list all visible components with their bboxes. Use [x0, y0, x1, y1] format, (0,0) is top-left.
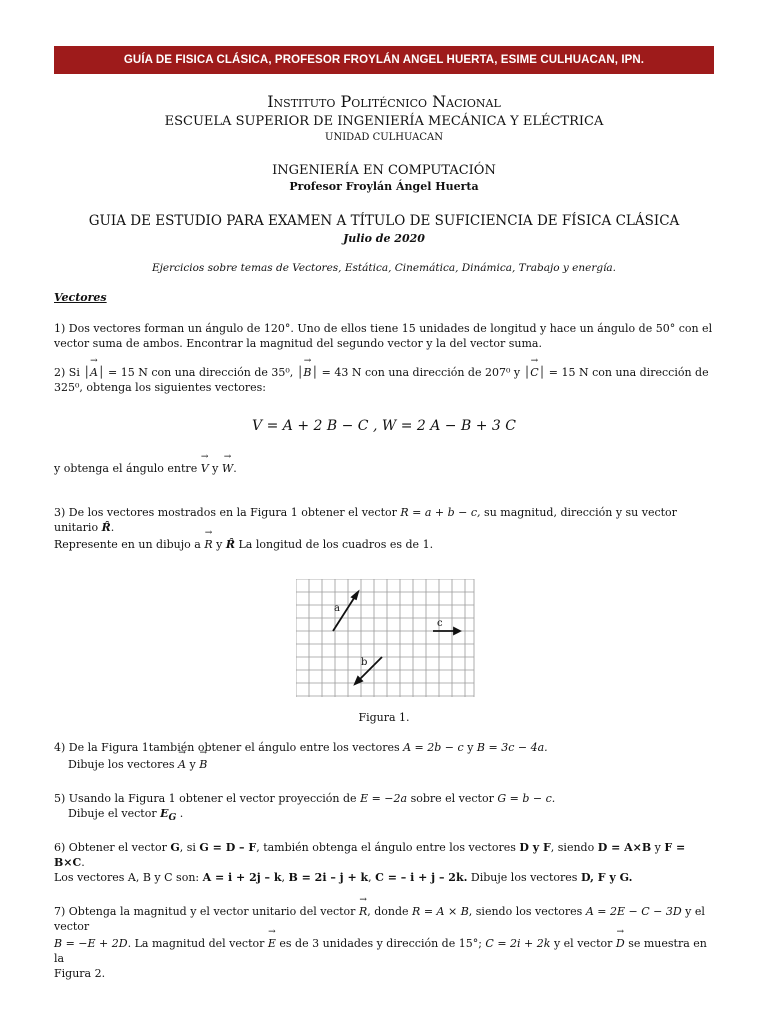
- guide-subtitle: Ejercicios sobre temas de Vectores, Estática, Cinemática, Dinámica, Trabajo y energía.: [151, 262, 617, 274]
- ex7-text-c: siendo los vectores: [475, 905, 583, 918]
- ex2-b-desc: = 43 N con una dirección de 207⁰ y: [321, 366, 521, 379]
- ex5-text-b: sobre el vector: [410, 792, 494, 805]
- document-banner: GUÍA DE FISICA CLÁSICA, PROFESOR FROYLÁN ANGEL HUERTA, ESIME CULHUACAN, IPN.: [54, 46, 714, 74]
- ex3-text-c: Represente en un dibujo a: [54, 538, 201, 551]
- career-name: INGENIERÍA EN COMPUTACIÓN: [272, 163, 496, 178]
- ex2-angle-line: [54, 459, 716, 476]
- guide-title: GUIA DE ESTUDIO PARA EXAMEN A TÍTULO DE SUFICIENCIA DE FÍSICA CLÁSICA: [88, 213, 680, 229]
- vector-r: → R: [204, 535, 212, 552]
- ex4-eq1: A = 2b − c: [403, 741, 464, 754]
- exercise-4: 4) De la Figura 1también obtener el ángulo entre los vectores A = 2b − c y B = 3c − 4a. Dibuje los vectores → A y → B: [54, 740, 716, 772]
- ex7-text-f: es de 3 unidades y dirección de 15°;: [279, 937, 482, 950]
- ex4-text-a: 4) De la Figura 1también obtener el ángulo entre los vectores: [54, 741, 400, 754]
- ex5-eq1: E = −2a: [360, 792, 408, 805]
- ex5-eq2: G = b − c.: [497, 792, 556, 805]
- ex4-y: y: [467, 741, 474, 754]
- vector-c: → C: [530, 363, 538, 380]
- ex2-intro: 2) Si: [54, 366, 80, 379]
- ex6-text-b: si: [186, 841, 196, 854]
- exercise-3: 3) De los vectores mostrados en la Figura 1 obtener el vector R = a + b − c, su magnitud, dirección y su vector unitario R̂. Represente en un dibujo a → R y R̂ La longitud de los cuadros es de 1.: [54, 505, 716, 552]
- label-a: a: [334, 603, 340, 614]
- unit-name: UNIDAD CULHUACAN: [325, 132, 443, 143]
- figure-1-grid: [296, 579, 476, 699]
- ex3-equation: R = a + b − c,: [400, 506, 481, 519]
- exercise-7: 7) Obtenga la magnitud y el vector unitario del vector → R, donde R = A × B, siendo los vectores A = 2E − C − 3D y el vector B = −E + 2D. La magnitud del vector → E es de 3 unidades y dirección de 15°; C = 2i + 2k y el vector → D se muestra en la Figura 2.: [54, 902, 716, 981]
- ex6-text-c: también obtenga el ángulo entre los vectores: [263, 841, 516, 854]
- vector-e7: → E: [268, 934, 276, 951]
- figure-1-caption: Figura 1.: [358, 711, 410, 724]
- ex7-text-b: donde: [374, 905, 409, 918]
- ex7-text-d: y el vector: [54, 905, 705, 933]
- ex2-equation: V = A + 2 B − C , W = 2 A − B + 3 C: [252, 418, 516, 434]
- exercise-6: 6) Obtener el vector G, si G = D – F, también obtenga el ángulo entre los vectores D y F, siendo D = A×B y F = B×C. Los vectores A, B y C son: A = i + 2j – k, B = 2i – j + k, C = – i + j – 2k. Dibuje los vectores D, F y G.: [54, 841, 686, 884]
- vector-v: → V: [201, 459, 209, 476]
- ex6-text-e: Los vectores A, B y C son:: [54, 871, 200, 884]
- ex7-text-g: y el vector: [553, 937, 613, 950]
- ex5-text-c: Dibuje el vector: [68, 807, 157, 820]
- arrow-a-head: [352, 592, 358, 599]
- ex7-text-h: se muestra en la: [54, 937, 707, 965]
- ex3-text-d: La longitud de los cuadros es de 1.: [238, 538, 434, 551]
- vector-a4: → A: [178, 755, 186, 772]
- vector-b4: → B: [199, 755, 207, 772]
- ex4-text-b: Dibuje los vectores: [68, 758, 175, 771]
- label-c: c: [437, 618, 443, 629]
- ex2-c-desc: = 15 N con una dirección de: [548, 366, 709, 379]
- ex2-a-desc: = 15 N con una dirección de 35⁰,: [108, 366, 294, 379]
- ex2-and: y: [212, 462, 219, 475]
- ex6-text-d: siendo: [557, 841, 595, 854]
- ex5-text-a: 5) Usando la Figura 1 obtener el vector proyección de: [54, 792, 357, 805]
- guide-date: Julio de 2020: [343, 232, 425, 245]
- vector-w: → W: [222, 459, 233, 476]
- exercise-5: 5) Usando la Figura 1 obtener el vector proyección de E = −2a sobre el vector G = b − c. Dibuje el vector $E_G$ .: [54, 792, 556, 824]
- vector-d7: → D: [616, 934, 625, 951]
- vector-a: → A: [90, 363, 98, 380]
- institute-title: Instituto Politécnico Nacional: [267, 92, 501, 111]
- exercise-1: 1) Dos vectores forman un ángulo de 120°. Uno de ellos tiene 15 unidades de longitud y hace un ángulo de 50° con el vector suma de ambos. Encontrar la magnitud del segundo vector y la del vector suma.: [54, 322, 713, 350]
- ex3-text-b: su magnitud, dirección y su vector unitario: [54, 506, 677, 534]
- ex2-angle-text: y obtenga el ángulo entre: [54, 462, 198, 475]
- ex6-text-f: Dibuje los vectores: [470, 871, 578, 884]
- professor-name: Profesor Froylán Ángel Huerta: [289, 180, 479, 193]
- ex7-text-i: Figura 2.: [54, 967, 106, 980]
- ex2-period: .: [233, 462, 237, 475]
- ex7-text-a: 7) Obtenga la magnitud y el vector unitario del vector: [54, 905, 356, 918]
- exercise-2: 2) Si │→ A│ = 15 N con una dirección de 35⁰, │→ B│ = 43 N con una dirección de 207⁰ y │→ C│ = 15 N con una dirección de 325⁰, obtenga los siguientes vectores:: [54, 363, 716, 395]
- ex3-text-a: 3) De los vectores mostrados en la Figura 1 obtener el vector: [54, 506, 397, 519]
- vector-b: → B: [303, 363, 311, 380]
- section-heading: Vectores: [54, 291, 107, 304]
- ex6-text-a: 6) Obtener el vector: [54, 841, 167, 854]
- ex4-eq2: B = 3c − 4a.: [476, 741, 548, 754]
- ex2-c-desc-cont: 325⁰, obtenga los siguientes vectores:: [54, 381, 266, 394]
- school-name: ESCUELA SUPERIOR DE INGENIERÍA MECÁNICA Y ELÉCTRICA: [164, 114, 604, 129]
- vector-r7: → R: [359, 902, 367, 919]
- ex7-text-e: La magnitud del vector: [134, 937, 265, 950]
- label-b: b: [361, 657, 368, 668]
- arrow-c-head: [454, 628, 460, 634]
